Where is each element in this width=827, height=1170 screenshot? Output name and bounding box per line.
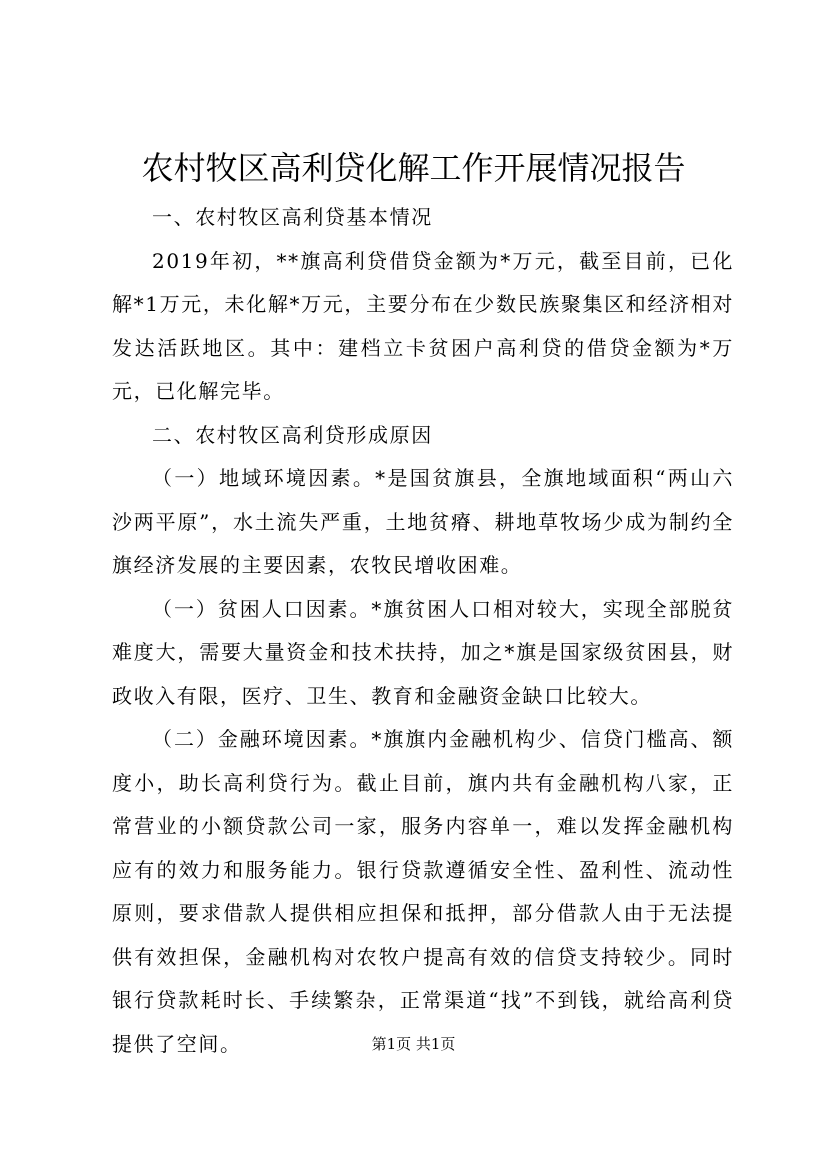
paragraph-financial-factor: （二）金融环境因素。*旗旗内金融机构少、信贷门槛高、额度小，助长高利贷行为。截止目前，旗内共有金融机构八家，正常营业的小额贷款公司一家，服务内容单一，难以发挥金融机构应有的效力和服务能力。银行贷款遵循安全性、盈利性、流动性原则，要求借款人提供相应担保和抵押，部分借款人由于无法提供有效担保，金融机构对农牧户提高有效的信贷支持较少。同时银行贷款耗时长、手续繁杂，正常渠道“找”不到钱，就给高利贷提供了空间。 [112, 727, 734, 1056]
section-heading-1: 一、农村牧区高利贷基本情况 [152, 205, 433, 229]
document-title: 农村牧区高利贷化解工作开展情况报告 [141, 149, 686, 187]
paragraph-poverty-factor: （一）贫困人口因素。*旗贫困人口相对较大，实现全部脱贫难度大，需要大量资金和技术扶持，加之*旗是国家级贫困县，财政收入有限，医疗、卫生、教育和金融资金缺口比较大。 [112, 596, 734, 708]
page-number: 第1页 共1页 [371, 1035, 456, 1053]
section-heading-2: 二、农村牧区高利贷形成原因 [152, 422, 433, 447]
document-body [112, 196, 734, 1066]
paragraph-basic-situation: 2019年初，**旗高利贷借贷金额为*万元，截至目前，已化解*1万元，未化解*万元，主要分布在少数民族聚集区和经济相对发达活跃地区。其中：建档立卡贫困户高利贷的借贷金额为*万元，已化解完毕。 [112, 248, 734, 403]
paragraph-regional-factor: （一）地域环境因素。*是国贫旗县，全旗地域面积“两山六沙两平原”，水土流失严重，土地贫瘠、耕地草牧场少成为制约全旗经济发展的主要因素，农牧民增收困难。 [112, 466, 734, 577]
